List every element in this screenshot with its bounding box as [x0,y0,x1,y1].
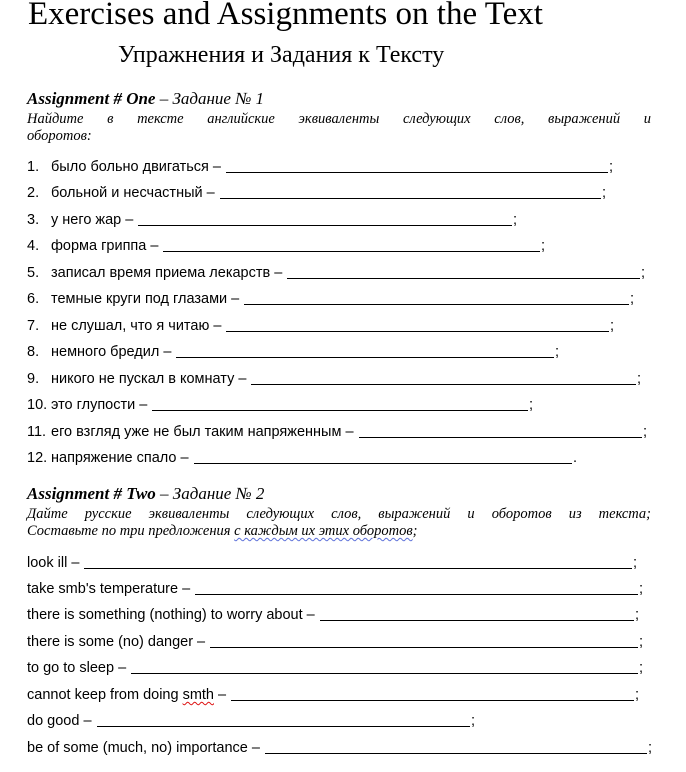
item-end: ; [528,397,533,413]
answer-blank[interactable] [152,409,528,411]
item-end: ; [632,555,637,571]
assignment-two-instruction [27,506,651,540]
item-number: 5. [27,265,40,281]
item-number: 8. [27,344,40,360]
list-item [27,262,645,282]
item-text: look ill – [27,555,80,571]
page-subtitle: Упражнения и Задания к Тексту [118,42,445,68]
answer-blank[interactable] [265,752,647,754]
item-end: ; [638,634,643,650]
list-item [27,684,639,704]
answer-blank[interactable] [251,383,636,385]
answer-blank[interactable] [138,224,512,226]
list-item [27,737,652,757]
item-end: ; [601,185,606,201]
grammar-marked-phrase: с каждым их этих оборотов [234,523,413,539]
answer-blank[interactable] [287,277,640,279]
assignment-one-label: Assignment # One [27,89,156,108]
list-item [27,288,634,308]
item-text-after: – [214,687,227,703]
item-number: 4. [27,238,40,254]
assignment-one-instruction [27,111,651,145]
instruction-line-2: оборотов: [27,128,92,144]
instruction-line-2 [27,523,651,540]
item-end: ; [470,713,475,729]
instruction-line-1: Дайте русские эквиваленты следующих слов, выражений и оборотов из текста; [27,506,651,522]
item-text: форма гриппа – [51,238,159,254]
item-end: ; [638,660,643,676]
list-item [27,421,647,441]
assignment-two-russian: Задание № 2 [172,484,265,503]
answer-blank[interactable] [231,699,634,701]
list-item [27,156,613,176]
item-text: there is something (nothing) to worry about – [27,607,315,623]
answer-blank[interactable] [176,356,554,358]
item-number: 11. [27,424,47,440]
item-end: ; [638,581,643,597]
answer-blank[interactable] [163,250,540,252]
item-text: to go to sleep – [27,660,127,676]
item-number: 2. [27,185,40,201]
spellcheck-marked-word: smth [182,687,214,703]
item-end: ; [642,424,647,440]
item-text: немного бредил – [51,344,172,360]
item-text: темные круги под глазами – [51,291,240,307]
assignment-one-heading [27,89,264,109]
item-end: ; [640,265,645,281]
list-item [27,235,545,255]
item-text: больной и несчастный – [51,185,215,201]
item-text: be of some (much, no) importance – [27,740,260,756]
item-number: 1. [27,159,40,175]
item-end: . [572,450,577,466]
item-text: не слушал, что я читаю – [51,318,222,334]
answer-blank[interactable] [210,646,638,648]
item-number: 3. [27,212,40,228]
answer-blank[interactable] [131,672,638,674]
item-end: ; [636,371,641,387]
list-item [27,447,577,467]
item-text: никого не пускал в комнату – [51,371,247,387]
answer-blank[interactable] [220,197,601,199]
list-item [27,182,606,202]
item-number: 10. [27,397,48,413]
item-text-before: cannot keep from doing [27,687,183,703]
item-text: напряжение спало – [51,450,189,466]
item-end: ; [647,740,652,756]
item-end: ; [629,291,634,307]
heading-separator: – [155,484,173,503]
item-number: 12. [27,450,48,466]
answer-blank[interactable] [97,725,470,727]
item-end: ; [634,687,639,703]
answer-blank[interactable] [244,303,629,305]
assignment-two-heading [27,484,264,504]
item-end: ; [608,159,613,175]
item-text: у него жар – [51,212,134,228]
item-text: take smb's temperature – [27,581,191,597]
item-text: do good – [27,713,92,729]
answer-blank[interactable] [320,619,634,621]
list-item [27,631,643,651]
page-title: Exercises and Assignments on the Text [28,0,543,32]
list-item [27,209,517,229]
answer-blank[interactable] [84,567,632,569]
instruction-end: ; [412,523,418,539]
item-text [27,686,226,704]
item-text: было больно двигаться – [51,159,221,175]
answer-blank[interactable] [195,593,638,595]
list-item [27,315,614,335]
item-text: его взгляд уже не был таким напряженным – [51,424,354,440]
item-end: ; [554,344,559,360]
item-end: ; [540,238,545,254]
item-number: 6. [27,291,40,307]
list-item [27,368,641,388]
answer-blank[interactable] [226,171,608,173]
item-number: 7. [27,318,40,334]
item-number: 9. [27,371,40,387]
answer-blank[interactable] [359,436,642,438]
assignment-two-label: Assignment # Two [27,484,156,503]
instruction-line-1: Найдите в тексте английские эквиваленты следующих слов, выражений и [27,111,651,127]
item-text: there is some (no) danger – [27,634,206,650]
list-item [27,578,643,598]
list-item [27,710,475,730]
list-item [27,341,559,361]
list-item [27,552,637,572]
answer-blank[interactable] [226,330,609,332]
list-item [27,604,639,624]
item-end: ; [634,607,639,623]
assignment-one-russian: Задание № 1 [172,89,265,108]
item-text: это глупости – [51,397,148,413]
list-item [27,657,643,677]
item-end: ; [609,318,614,334]
instruction-plain: Составьте по три предложения [27,523,235,539]
item-text: записал время приема лекарств – [51,265,283,281]
item-end: ; [512,212,517,228]
answer-blank[interactable] [194,462,572,464]
heading-separator: – [155,89,173,108]
list-item [27,394,533,414]
